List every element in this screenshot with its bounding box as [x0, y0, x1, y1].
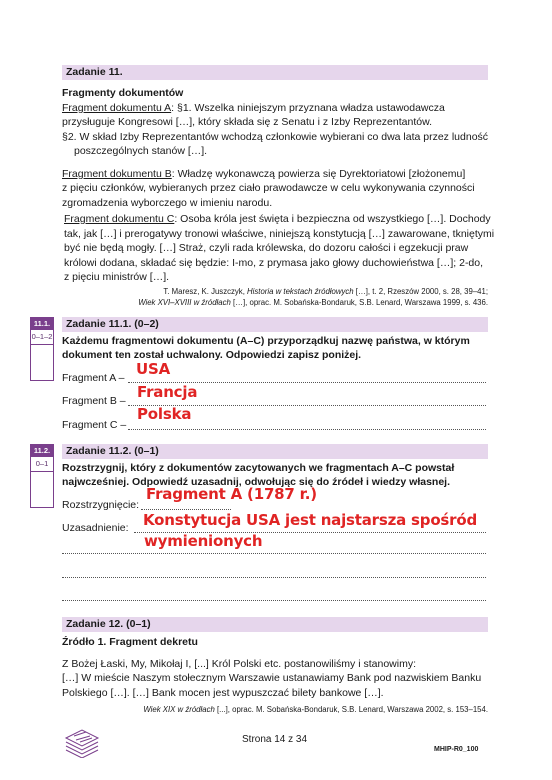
task-12-source-line: Z Bożej Łaski, My, Mikołaj I, [...] Król Polski etc. postanowiliśmy i stanowimy: — [62, 658, 416, 670]
task-11-1-instruction: Każdemu fragmentowi dokumentu (A–C) przyporządkuj nazwę państwa, w którym — [62, 335, 470, 347]
fragment-a-label: Fragment dokumentu A — [62, 102, 172, 114]
fragment-b-line: z pięciu członków, wybieranych przez ciało prawodawcze w celu wykonywania czynności — [62, 182, 475, 194]
fragment-c-line: być nie będą mogły. […] Straż, czyli rada królewska, do dozoru całości i egzekucji praw — [64, 242, 469, 254]
fragment-a-line: : §1. Wszelka niniejszym przyznana władza ustawodawcza — [171, 102, 445, 114]
verdict-label: Rozstrzygnięcie: — [62, 499, 140, 511]
task-11-1-score-box — [30, 344, 54, 381]
task-11-1-number: 11.1. — [30, 317, 54, 330]
justification-answer-line[interactable] — [62, 600, 486, 601]
task-12-source-line: […] W mieście Naszym stołecznym Warszawie ustanawiamy Bank pod nazwiskiem Banku — [62, 672, 482, 684]
task-11-1-points: 0–1–2 — [30, 330, 54, 345]
fragment-a-line: przysługuje Kongresowi […], który składa się z Senatu i z Izby Reprezentantów. — [62, 116, 433, 128]
justification-label: Uzasadnienie: — [62, 522, 129, 534]
fragment-c-line: królowi dodana, składać się będzie: I-mo, z prymasa jako głowy duchowieństwa […]; 2-do, — [64, 257, 484, 269]
task-11-2-number: 11.2. — [30, 444, 54, 457]
fragment-a-line: §2. W skład Izby Reprezentantów wchodzą członkowie wybierani co dwa lata przez ludność — [62, 131, 489, 143]
fragment-b-label: Fragment dokumentu B — [62, 168, 172, 180]
fragment-a-line: poszczególnych stanów […]. — [74, 145, 208, 157]
answer-row-label: Fragment B – — [62, 395, 126, 407]
task-12-source-line: Polskiego […]. […] Bank mocen jest wypuszczać bilety bankowe […]. — [62, 687, 384, 699]
task-11-source-line-1: T. Maresz, K. Juszczyk, Historia w tekstach źródłowych […], t. 2, Rzeszów 2000, s. 28, 39–41; — [163, 287, 488, 296]
fragment-c-line: z pięciu ministrów […]. — [64, 271, 170, 283]
task-11-1-instruction: dokument ten został uchwalony. Odpowiedzi zapisz poniżej. — [62, 349, 362, 361]
exam-code: MHIP-R0_100 — [434, 746, 479, 753]
justification-answer-line[interactable] — [62, 577, 486, 578]
justification-handwritten-answer: Konstytucja USA jest najstarsza spośród — [143, 511, 477, 529]
task-11-2-header: Zadanie 11.2. (0–1) — [62, 444, 488, 459]
answer-row-label: Fragment C – — [62, 419, 127, 431]
task-11-header: Zadanie 11. — [62, 65, 488, 80]
cke-logo-icon — [62, 724, 102, 758]
task-12-header: Zadanie 12. (0–1) — [62, 617, 488, 632]
fragment-b-line: zgromadzenia wyborczego w imieniu narodu. — [62, 197, 273, 209]
fragment-c-label: Fragment dokumentu C — [64, 213, 175, 225]
fragment-b-line: : Władzę wykonawczą powierza się Dyrektoriatowi [złożonemu] — [171, 168, 466, 180]
handwritten-answer: USA — [136, 360, 170, 378]
task-11-2-points: 0–1 — [30, 457, 54, 472]
answer-row-label: Fragment A – — [62, 372, 125, 384]
verdict-handwritten-answer: Fragment A (1787 r.) — [146, 485, 317, 503]
justification-answer-line[interactable] — [62, 553, 486, 554]
task-12-source-citation: Wiek XIX w źródłach [...], oprac. M. Sobańska-Bondaruk, S.B. Lenard, Warszawa 2002, s. 153–154. — [143, 705, 488, 714]
page-number: Strona 14 z 34 — [242, 734, 308, 745]
answer-line[interactable] — [128, 429, 486, 430]
task-11-1-header: Zadanie 11.1. (0–2) — [62, 317, 488, 332]
task-11-2-score-box — [30, 471, 54, 508]
justification-handwritten-answer: wymienionych — [144, 532, 263, 550]
fragment-c-line: tak, jak […] i prerogatywy tronowi właściwe, niniejszą konstytucją […] zawarowane, tkniętymi — [64, 228, 495, 240]
task-12-subtitle: Źródło 1. Fragment dekretu — [62, 636, 198, 648]
fragment-c-line: : Osoba króla jest święta i bezpieczna od wszystkiego […]. Dochody — [174, 213, 491, 225]
task-11-source-line-2: Wiek XVI–XVIII w źródłach […], oprac. M. Sobańska-Bondaruk, S.B. Lenard, Warszawa 1999, s. 436. — [138, 298, 488, 307]
handwritten-answer: Francja — [137, 383, 198, 401]
task-11-subtitle: Fragmenty dokumentów — [62, 87, 184, 99]
handwritten-answer: Polska — [137, 405, 192, 423]
task-11-2-instruction: najwcześniej. Odpowiedź uzasadnij, odwołując się do źródeł i wiedzy własnej. — [62, 476, 451, 488]
verdict-answer-line[interactable] — [141, 509, 231, 510]
task-11-2-instruction: Rozstrzygnij, który z dokumentów zacytowanych we fragmentach A–C powstał — [62, 462, 455, 474]
